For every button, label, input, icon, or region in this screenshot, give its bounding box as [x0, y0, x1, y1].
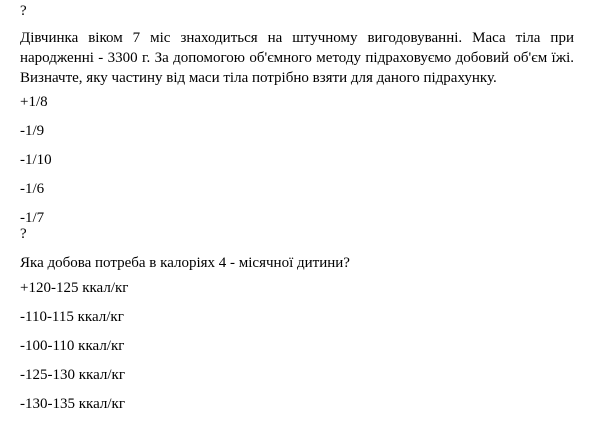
- question-marker: ?: [20, 3, 27, 19]
- answer-option: -125-130 ккал/кг: [20, 367, 125, 383]
- options-block-2: [20, 280, 574, 425]
- question-block-2: [20, 226, 574, 284]
- answer-option: +120-125 ккал/кг: [20, 280, 129, 296]
- question-block-1: [20, 3, 574, 88]
- question-marker: ?: [20, 226, 27, 242]
- answer-option: -110-115 ккал/кг: [20, 309, 124, 325]
- question-text: Яка добова потреба в калоріях 4 - місячної дитини?: [20, 255, 350, 271]
- answer-option: -1/6: [20, 181, 45, 197]
- answer-option: +1/8: [20, 94, 48, 110]
- answer-option: -1/10: [20, 152, 52, 168]
- answer-option: -100-110 ккал/кг: [20, 338, 125, 354]
- answer-option: -1/7: [20, 210, 45, 226]
- answer-option: -130-135 ккал/кг: [20, 396, 125, 412]
- options-block-1: [20, 94, 574, 239]
- answer-option: -1/9: [20, 123, 45, 139]
- question-text: Дівчинка віком 7 міс знаходиться на штучному вигодовуванні. Маса тіла при народженні - 3300 г. За допомогою об'ємного методу підраховуємо добовий об'єм їжі. Визначте, яку частину від маси тіла потрібно взяти для даного підрахунку.: [20, 30, 574, 86]
